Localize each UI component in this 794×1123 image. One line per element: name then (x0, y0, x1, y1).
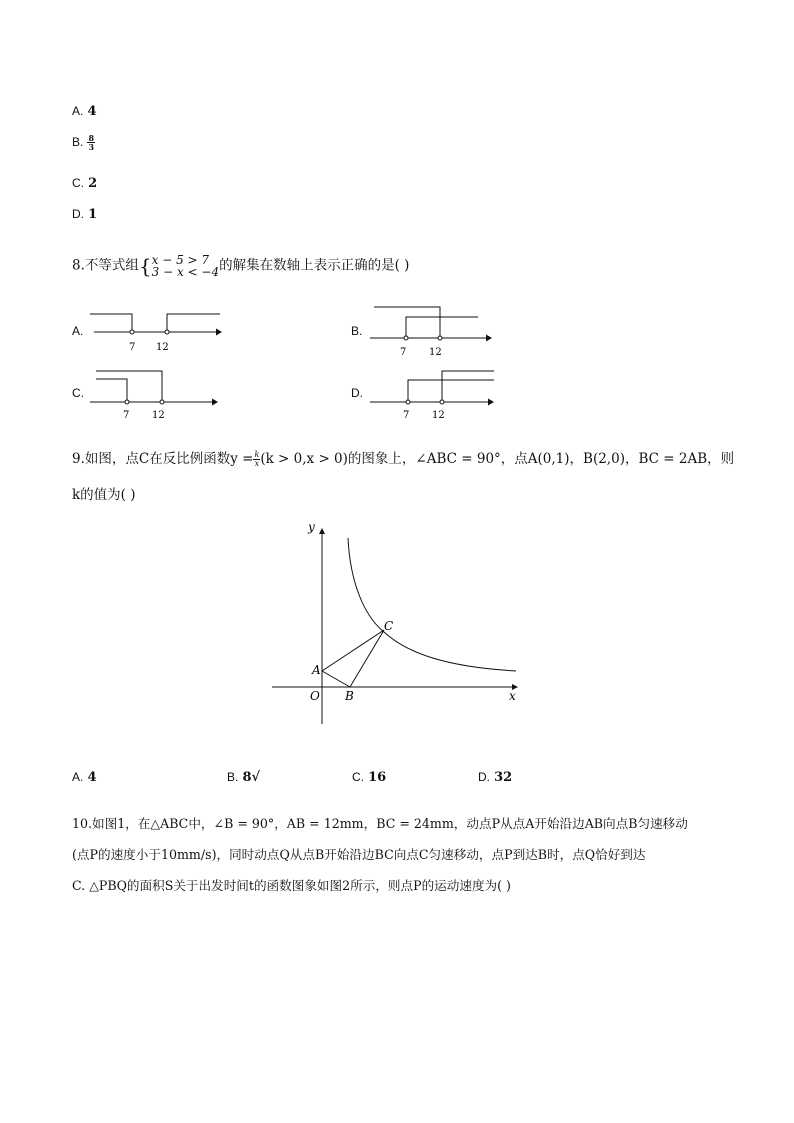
q8-option-d-letter: D. (351, 386, 363, 400)
q9-option-c (352, 770, 386, 785)
q8-option-b-numberline (368, 300, 500, 360)
fraction-numerator: k (254, 450, 260, 459)
option-fraction (87, 134, 95, 151)
q8-option-a-numberline (88, 305, 228, 357)
q10-stem-line-1 (72, 815, 688, 833)
option-letter: D. (72, 207, 84, 221)
tick-label-7: 7 (403, 410, 410, 421)
q8-stem (72, 254, 409, 278)
q8-suffix: 的解集在数轴上表示正确的是( ) (219, 257, 410, 274)
tick-label-12: 12 (432, 410, 445, 421)
q7-option-c (72, 176, 97, 191)
brace-icon: { (138, 254, 152, 278)
fraction-denominator: x (254, 459, 260, 468)
option-letter: B. (227, 770, 239, 784)
label-y: y (308, 520, 315, 534)
q9-text-2: (k > 0,x > 0)的图象上，∠ABC = 90°，点A(0,1)，B(2,0)，BC = 2AB，则 (260, 451, 735, 467)
q8-option-d-numberline (368, 364, 502, 422)
label-c: C (384, 619, 394, 633)
q9-option-a (72, 770, 97, 785)
option-value: 1 (88, 207, 98, 222)
option-value: 2 (88, 176, 98, 191)
option-letter: C. (72, 176, 84, 190)
option-letter: C. (352, 770, 364, 784)
option-value: 4 (87, 770, 97, 785)
tick-label-12: 12 (156, 342, 169, 353)
q9-stem-line-2: k的值为( ) (72, 487, 136, 503)
question-number: 8. (72, 257, 85, 274)
option-value: 4 (87, 104, 97, 119)
q10-text-1: 如图1，在△ABC中，∠B = 90°，AB = 12mm，BC = 24mm，动点P从点A开始沿边AB向点B匀速移动 (92, 816, 688, 831)
inequality-line-1: x − 5 > 7 (151, 253, 210, 267)
q8-prefix: 不等式组 (84, 257, 139, 274)
fraction-denominator: 3 (88, 142, 95, 152)
tick-label-12: 12 (429, 347, 442, 358)
tick-label-7: 7 (400, 347, 407, 358)
tick-label-12: 12 (152, 410, 165, 421)
q9-option-b (227, 770, 260, 785)
option-letter: A. (72, 770, 84, 784)
tick-label-7: 7 (123, 410, 130, 421)
q8-option-a-letter: A. (72, 324, 84, 338)
q9-text-1: 如图，点C在反比例函数y = (84, 451, 254, 467)
q10-stem-line-3: C. △PBQ的面积S关于出发时间t的函数图象如图2所示，则点P的运动速度为( ) (72, 878, 511, 893)
tick-label-7: 7 (129, 342, 136, 353)
option-letter: D. (478, 770, 490, 784)
q9-stem-line-1 (72, 450, 734, 468)
q8-option-c-letter: C. (72, 386, 84, 400)
inequality-line-2: 3 − x < −4 (151, 265, 220, 279)
option-value: 32 (494, 770, 513, 785)
q10-stem-line-2: (点P的速度小于10mm/s)，同时动点Q从点B开始沿边BC向点C匀速移动，点P到达B时，点Q恰好到达 (72, 847, 646, 862)
label-a: A (312, 663, 321, 677)
q9-figure (268, 520, 530, 730)
hyperbola-curve (348, 538, 516, 671)
q8-option-b-letter: B. (351, 324, 363, 338)
label-x: x (509, 689, 516, 703)
fraction-numerator: 8 (88, 133, 95, 143)
option-value: 8√ (242, 770, 261, 785)
question-number: 9. (72, 451, 85, 467)
triangle-abc (322, 630, 384, 687)
label-b: B (345, 689, 354, 703)
q7-option-b (72, 134, 95, 151)
inequality-system (152, 254, 219, 278)
question-number: 10. (72, 816, 93, 831)
label-o: O (310, 689, 320, 703)
q8-option-c-numberline (88, 366, 228, 422)
option-letter: A. (72, 104, 84, 118)
option-letter: B. (72, 135, 84, 149)
q7-option-d (72, 207, 97, 222)
option-value: 16 (368, 770, 387, 785)
q9-option-d (478, 770, 512, 785)
q7-option-a (72, 104, 97, 119)
